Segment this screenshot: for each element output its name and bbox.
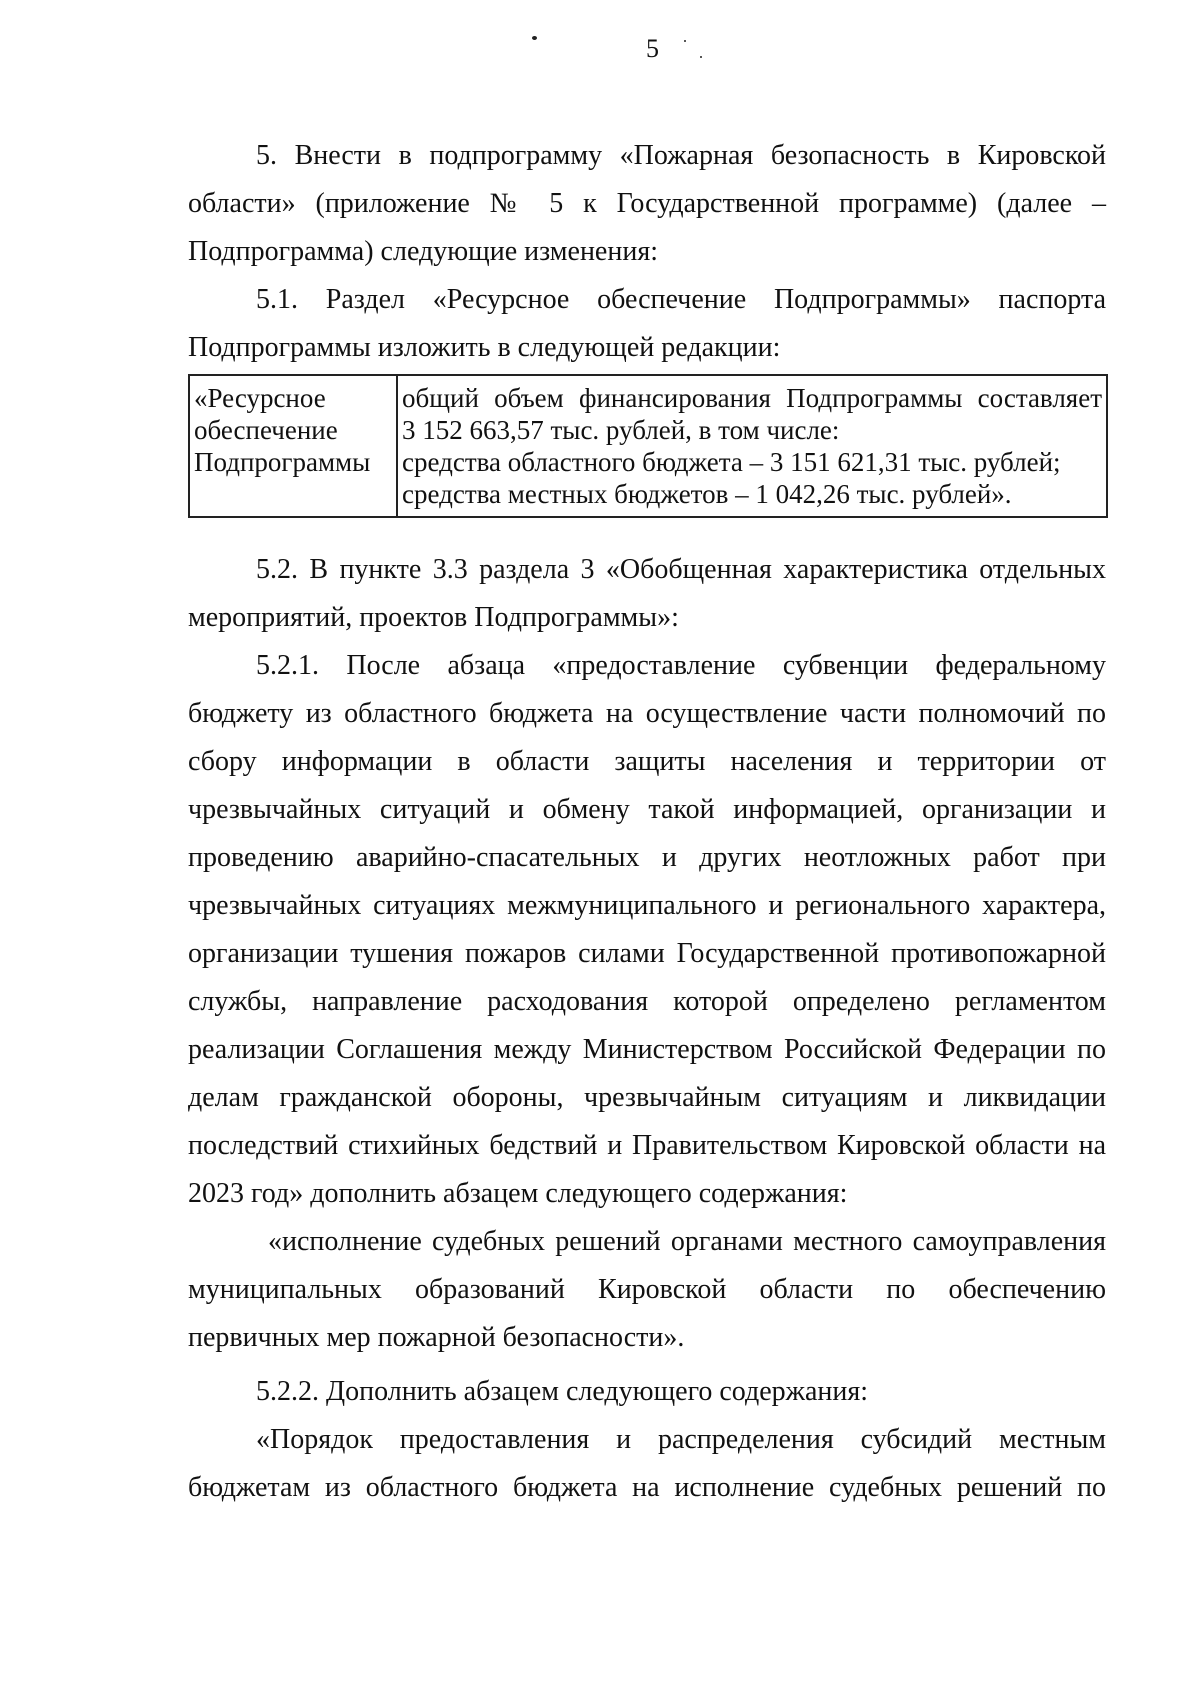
cell-line: «Ресурсное xyxy=(194,383,326,413)
paragraph-5-2-1: 5.2.1. После абзаца «предоставление субвенции федеральному бюджету из областного бюджета на осуществление части полномочий по сбору информации в области защиты населения и территории от чрезвычайных ситуаций и обмену такой информацией, организации и проведению аварийно-спасательных и других неотложных работ при чрезвычайных ситуациях межмуниципального и регионального характера, организации тушения пожаров силами Государственной противопожарной службы, направление расходования которой определено регламентом реализации Соглашения между Министерством Российской Федерации по делам гражданской обороны, чрезвычайным ситуациям и ликвидации последствий стихийных бедствий и Правительством Кировской области на 2023 год» дополнить абзацем следующего содержания: xyxy=(188,650,1106,1209)
cell-line: средства областного бюджета – 3 151 621,31 тыс. рублей; xyxy=(402,447,1061,477)
paragraph-quote-addition: «исполнение судебных решений органами местного самоуправления муниципальных образований Кировской области по обеспечению первичных мер пожарной безопасности». xyxy=(188,1226,1106,1353)
table-cell-section-name xyxy=(189,375,397,517)
cell-line: общий объем финансирования Подпрограммы составляет xyxy=(402,383,1102,413)
scan-speck xyxy=(684,40,686,42)
table-cell-financing xyxy=(397,375,1107,517)
resource-provision-table xyxy=(188,374,1108,518)
cell-line: Подпрограммы xyxy=(194,447,371,477)
paragraph-5-2-2: 5.2.2. Дополнить абзацем следующего содержания: xyxy=(256,1376,869,1407)
scan-speck xyxy=(700,56,702,58)
cell-line: обеспечение xyxy=(194,415,338,445)
scan-speck xyxy=(532,36,537,40)
cell-line: средства местных бюджетов – 1 042,26 тыс. рублей». xyxy=(402,479,1012,509)
document-body xyxy=(188,132,1106,1512)
paragraph-quote-procedure: «Порядок предоставления и распределения субсидий местным бюджетам из областного бюджета на исполнение судебных решений по xyxy=(188,1424,1106,1503)
paragraph-5-2: 5.2. В пункте 3.3 раздела 3 «Обобщенная характеристика отдельных мероприятий, проектов Подпрограммы»: xyxy=(188,554,1106,633)
table-row xyxy=(189,375,1107,517)
cell-line: 3 152 663,57 тыс. рублей, в том числе: xyxy=(402,415,840,445)
paragraph-5-1: 5.1. Раздел «Ресурсное обеспечение Подпрограммы» паспорта Подпрограммы изложить в следующей редакции: xyxy=(188,284,1106,363)
paragraph-5: 5. Внести в подпрограмму «Пожарная безопасность в Кировской области» (приложение № 5 к Государственной программе) (далее – Подпрограмма) следующие изменения: xyxy=(188,140,1106,267)
page-number: 5 xyxy=(646,34,659,63)
